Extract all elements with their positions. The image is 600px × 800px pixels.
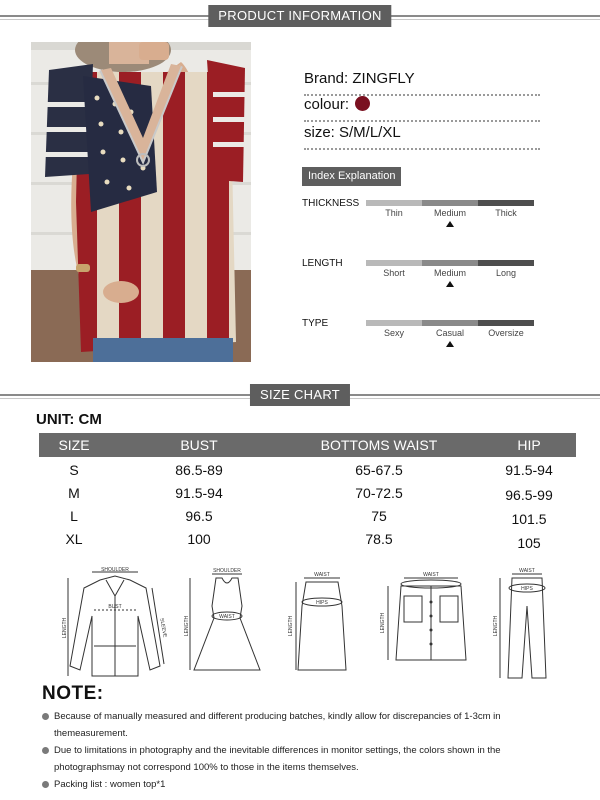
shirt-diagram xyxy=(60,566,170,684)
scale-option: Thin xyxy=(385,208,403,218)
waist-label: WAIST xyxy=(314,572,330,578)
product-photo-illustration xyxy=(31,42,251,362)
hips-label: HIPS xyxy=(316,600,328,606)
header-bottoms-waist: BOTTOMS WAIST xyxy=(320,437,438,453)
length-label: LENGTH xyxy=(62,617,68,639)
hips-label: HIPS xyxy=(521,586,533,592)
bullet-icon xyxy=(42,781,49,788)
cell-hip: 96.5-99 xyxy=(505,487,553,503)
waist-label: WAIST xyxy=(519,568,535,574)
product-info-banner xyxy=(0,5,600,27)
colour-line xyxy=(304,96,540,118)
length-label: LENGTH xyxy=(288,615,294,637)
bullet-icon xyxy=(42,713,49,720)
length-label: LENGTH xyxy=(380,612,386,634)
scale-option: Sexy xyxy=(383,328,404,338)
note-item xyxy=(42,776,562,793)
shoulder-label: SHOULDER xyxy=(213,568,241,574)
scale-segment xyxy=(422,200,478,206)
cell-size: M xyxy=(68,485,80,501)
cell-size: S xyxy=(69,462,79,478)
pants-diagram xyxy=(492,566,562,684)
note-item xyxy=(42,742,562,776)
cell-bust: 100 xyxy=(187,531,211,547)
scale-length xyxy=(302,258,542,298)
cell-waist: 78.5 xyxy=(365,531,393,547)
scale-option: Long xyxy=(495,268,517,278)
scale-option: Casual xyxy=(435,328,464,338)
bullet-icon xyxy=(42,747,49,754)
colour-label: colour: xyxy=(304,96,350,113)
header-hip: HIP xyxy=(517,437,541,453)
scale-segment xyxy=(366,260,422,266)
scale-name: LENGTH xyxy=(302,258,343,269)
cell-waist: 75 xyxy=(371,508,387,524)
scale-segment xyxy=(366,200,422,206)
size-chart-title: SIZE CHART xyxy=(250,384,350,406)
unit-label: UNIT: CM xyxy=(36,411,102,428)
shoulder-label: SHOULDER xyxy=(101,567,129,573)
bust-label: BUST xyxy=(108,604,122,610)
scale-type xyxy=(302,318,542,358)
cell-bust: 96.5 xyxy=(185,508,213,524)
waist-label: WAIST xyxy=(423,572,439,578)
size-table-body xyxy=(39,460,576,560)
selected-marker-icon xyxy=(446,221,454,227)
selected-marker-icon xyxy=(446,281,454,287)
size-chart-banner xyxy=(0,384,600,406)
header-size: SIZE xyxy=(58,437,90,453)
shorts-diagram xyxy=(374,566,484,684)
scale-thickness xyxy=(302,198,542,238)
scale-segment xyxy=(478,320,534,326)
scale-name: TYPE xyxy=(302,318,329,329)
cell-bust: 91.5-94 xyxy=(175,485,223,501)
size-table-header xyxy=(39,433,576,457)
note-text: Due to limitations in photography and the inevitable differences in monitor settings, the colors shown in the photographsmay not correspond 100% to those in the items themselves. xyxy=(54,745,501,773)
scale-segment xyxy=(422,260,478,266)
size-text: size: S/M/L/XL xyxy=(304,124,401,141)
cell-waist: 70-72.5 xyxy=(355,485,403,501)
brand-text: Brand: ZINGFLY xyxy=(304,70,415,87)
scale-option: Oversize xyxy=(488,328,524,338)
measurement-diagrams xyxy=(60,566,560,686)
dress-diagram xyxy=(182,566,272,684)
scale-option: Medium xyxy=(433,208,466,218)
dotted-divider xyxy=(304,120,540,122)
colour-swatch xyxy=(355,96,370,111)
note-item xyxy=(42,708,562,742)
note-heading: NOTE: xyxy=(42,683,104,704)
length-label: LENGTH xyxy=(493,615,499,637)
sleeve-label: SLEEVE xyxy=(158,617,168,638)
cell-bust: 86.5-89 xyxy=(175,462,223,478)
waist-label: WAIST xyxy=(219,614,235,620)
scale-segment xyxy=(478,260,534,266)
cell-hip: 105 xyxy=(517,535,541,551)
brand-line xyxy=(304,70,540,92)
scale-segment xyxy=(478,200,534,206)
product-info-title: PRODUCT INFORMATION xyxy=(208,5,391,27)
skirt-diagram xyxy=(282,566,362,684)
size-line xyxy=(304,124,540,146)
header-bust: BUST xyxy=(180,437,218,453)
scale-option: Medium xyxy=(433,268,466,278)
length-label: LENGTH xyxy=(184,615,190,637)
scale-option: Thick xyxy=(495,208,517,218)
cell-waist: 65-67.5 xyxy=(355,462,403,478)
note-text: Because of manually measured and different producing batches, kindly allow for discrepancies of 1-3cm in themeasurement. xyxy=(54,711,501,739)
scale-segment xyxy=(422,320,478,326)
index-explanation-title: Index Explanation xyxy=(302,167,401,186)
product-photo xyxy=(31,42,251,362)
note-text: Packing list : women top*1 xyxy=(54,779,166,790)
scale-option: Short xyxy=(383,268,405,278)
cell-hip: 91.5-94 xyxy=(505,462,553,478)
dotted-divider xyxy=(304,148,540,150)
cell-size: L xyxy=(70,508,78,524)
scale-name: THICKNESS xyxy=(302,198,360,209)
selected-marker-icon xyxy=(446,341,454,347)
cell-hip: 101.5 xyxy=(511,511,547,527)
cell-size: XL xyxy=(65,531,83,547)
scale-segment xyxy=(366,320,422,326)
